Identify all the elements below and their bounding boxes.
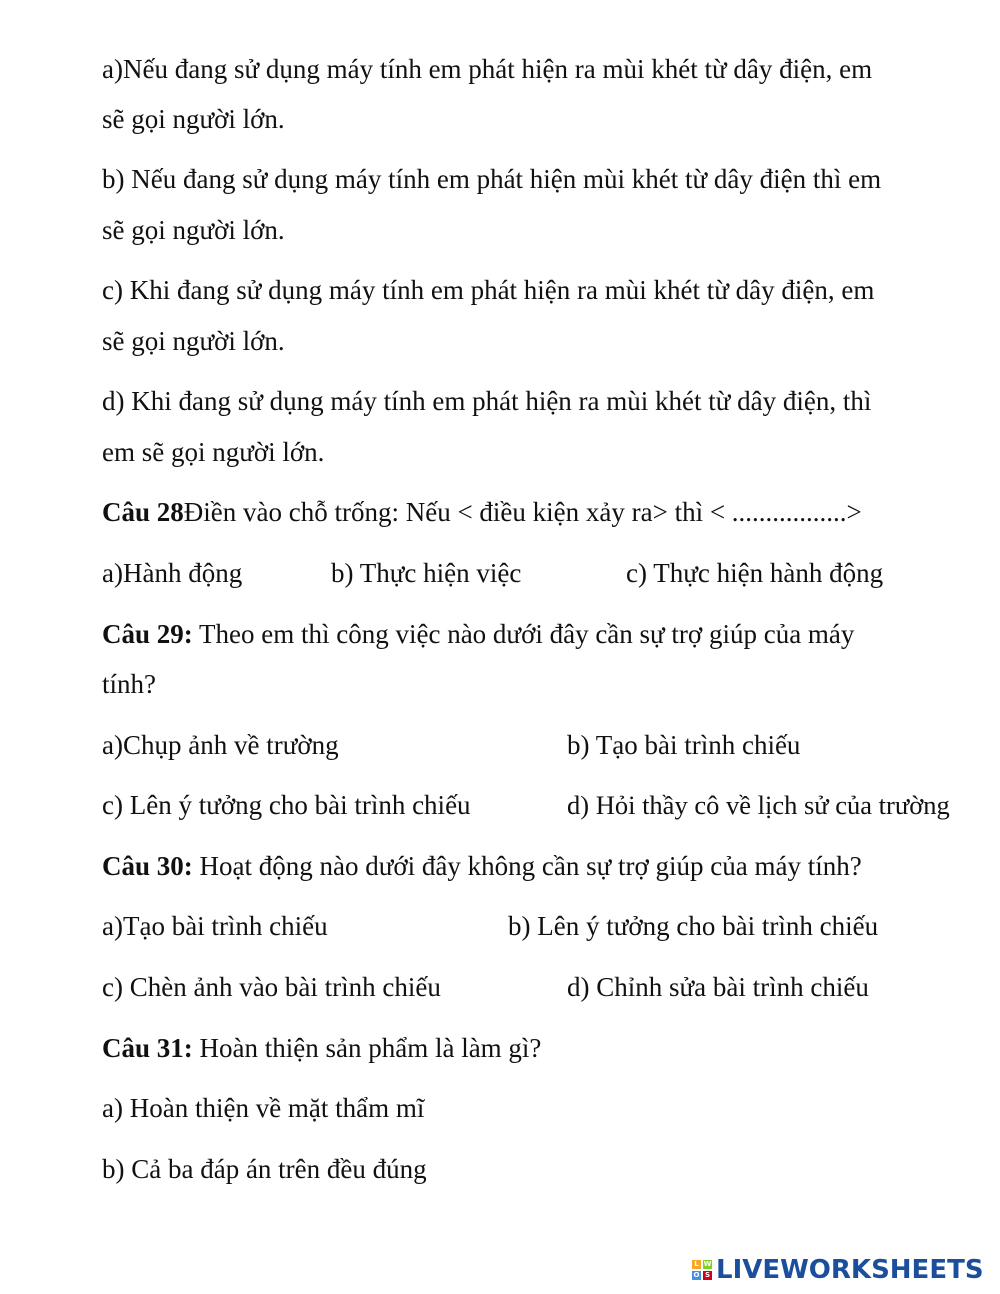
q28-question [102,495,862,529]
q28-text: Điền vào chỗ trống: Nếu < điều kiện xảy ra> thì < .................> [183,497,862,527]
logo-mark-tile: W [703,1260,712,1268]
q27-option-d-line2: em sẽ gọi người lớn. [102,437,325,467]
q31-label: Câu 31: [102,1033,193,1063]
q29-question-line2: tính? [102,669,156,699]
q30-option-a: a)Tạo bài trình chiếu [102,911,328,941]
q27-option-a-line2: sẽ gọi người lớn. [102,104,285,134]
q29-text-line1: Theo em thì công việc nào dưới đây cần sự trợ giúp của máy [192,619,855,649]
q28-option-c: c) Thực hiện hành động [626,558,884,588]
q29-option-b: b) Tạo bài trình chiếu [567,730,801,760]
q30-label: Câu 30: [102,851,193,881]
logo-mark-tile: L [692,1260,701,1269]
q27-option-c-line1: c) Khi đang sử dụng máy tính em phát hiện ra mùi khét từ dây điện, em [102,275,875,305]
q28-option-a: a)Hành động [102,558,243,588]
q31-option-a: a) Hoàn thiện về mặt thẩm mĩ [102,1093,425,1123]
q27-option-b-line1: b) Nếu đang sử dụng máy tính em phát hiện mùi khét từ dây điện thì em [102,164,882,194]
liveworksheets-mark-icon [692,1260,712,1280]
q29-option-c: c) Lên ý tưởng cho bài trình chiếu [102,790,471,820]
q27-option-a-line1: a)Nếu đang sử dụng máy tính em phát hiện ra mùi khét từ dây điện, em [102,54,873,84]
q31-option-b: b) Cả ba đáp án trên đều đúng [102,1154,427,1184]
q27-option-d-line1: d) Khi đang sử dụng máy tính em phát hiện ra mùi khét từ dây điện, thì [102,386,872,416]
logo-mark-tile: S [704,1271,711,1279]
q29-option-a: a)Chụp ảnh về trường [102,730,339,760]
q30-option-b: b) Lên ý tưởng cho bài trình chiếu [508,911,879,941]
logo-mark-tile: O [693,1271,700,1279]
q31-text: Hoàn thiện sản phẩm là làm gì? [192,1033,542,1063]
liveworksheets-logo [692,1252,984,1288]
q28-option-b: b) Thực hiện việc [331,558,522,588]
q29-option-d: d) Hỏi thầy cô về lịch sử của trường [567,790,950,820]
q27-option-b-line2: sẽ gọi người lớn. [102,215,285,245]
liveworksheets-wordmark: LIVEWORKSHEETS [716,1255,984,1285]
q30-option-d: d) Chỉnh sửa bài trình chiếu [567,972,869,1002]
q29-question-line1 [102,617,854,651]
q31-question [102,1031,541,1065]
q30-text: Hoạt động nào dưới đây không cần sự trợ giúp của máy tính? [192,851,862,881]
q29-label: Câu 29: [102,619,193,649]
q30-question [102,849,862,883]
q28-label: Câu 28 [102,497,184,527]
q27-option-c-line2: sẽ gọi người lớn. [102,326,285,356]
q30-option-c: c) Chèn ảnh vào bài trình chiếu [102,972,441,1002]
